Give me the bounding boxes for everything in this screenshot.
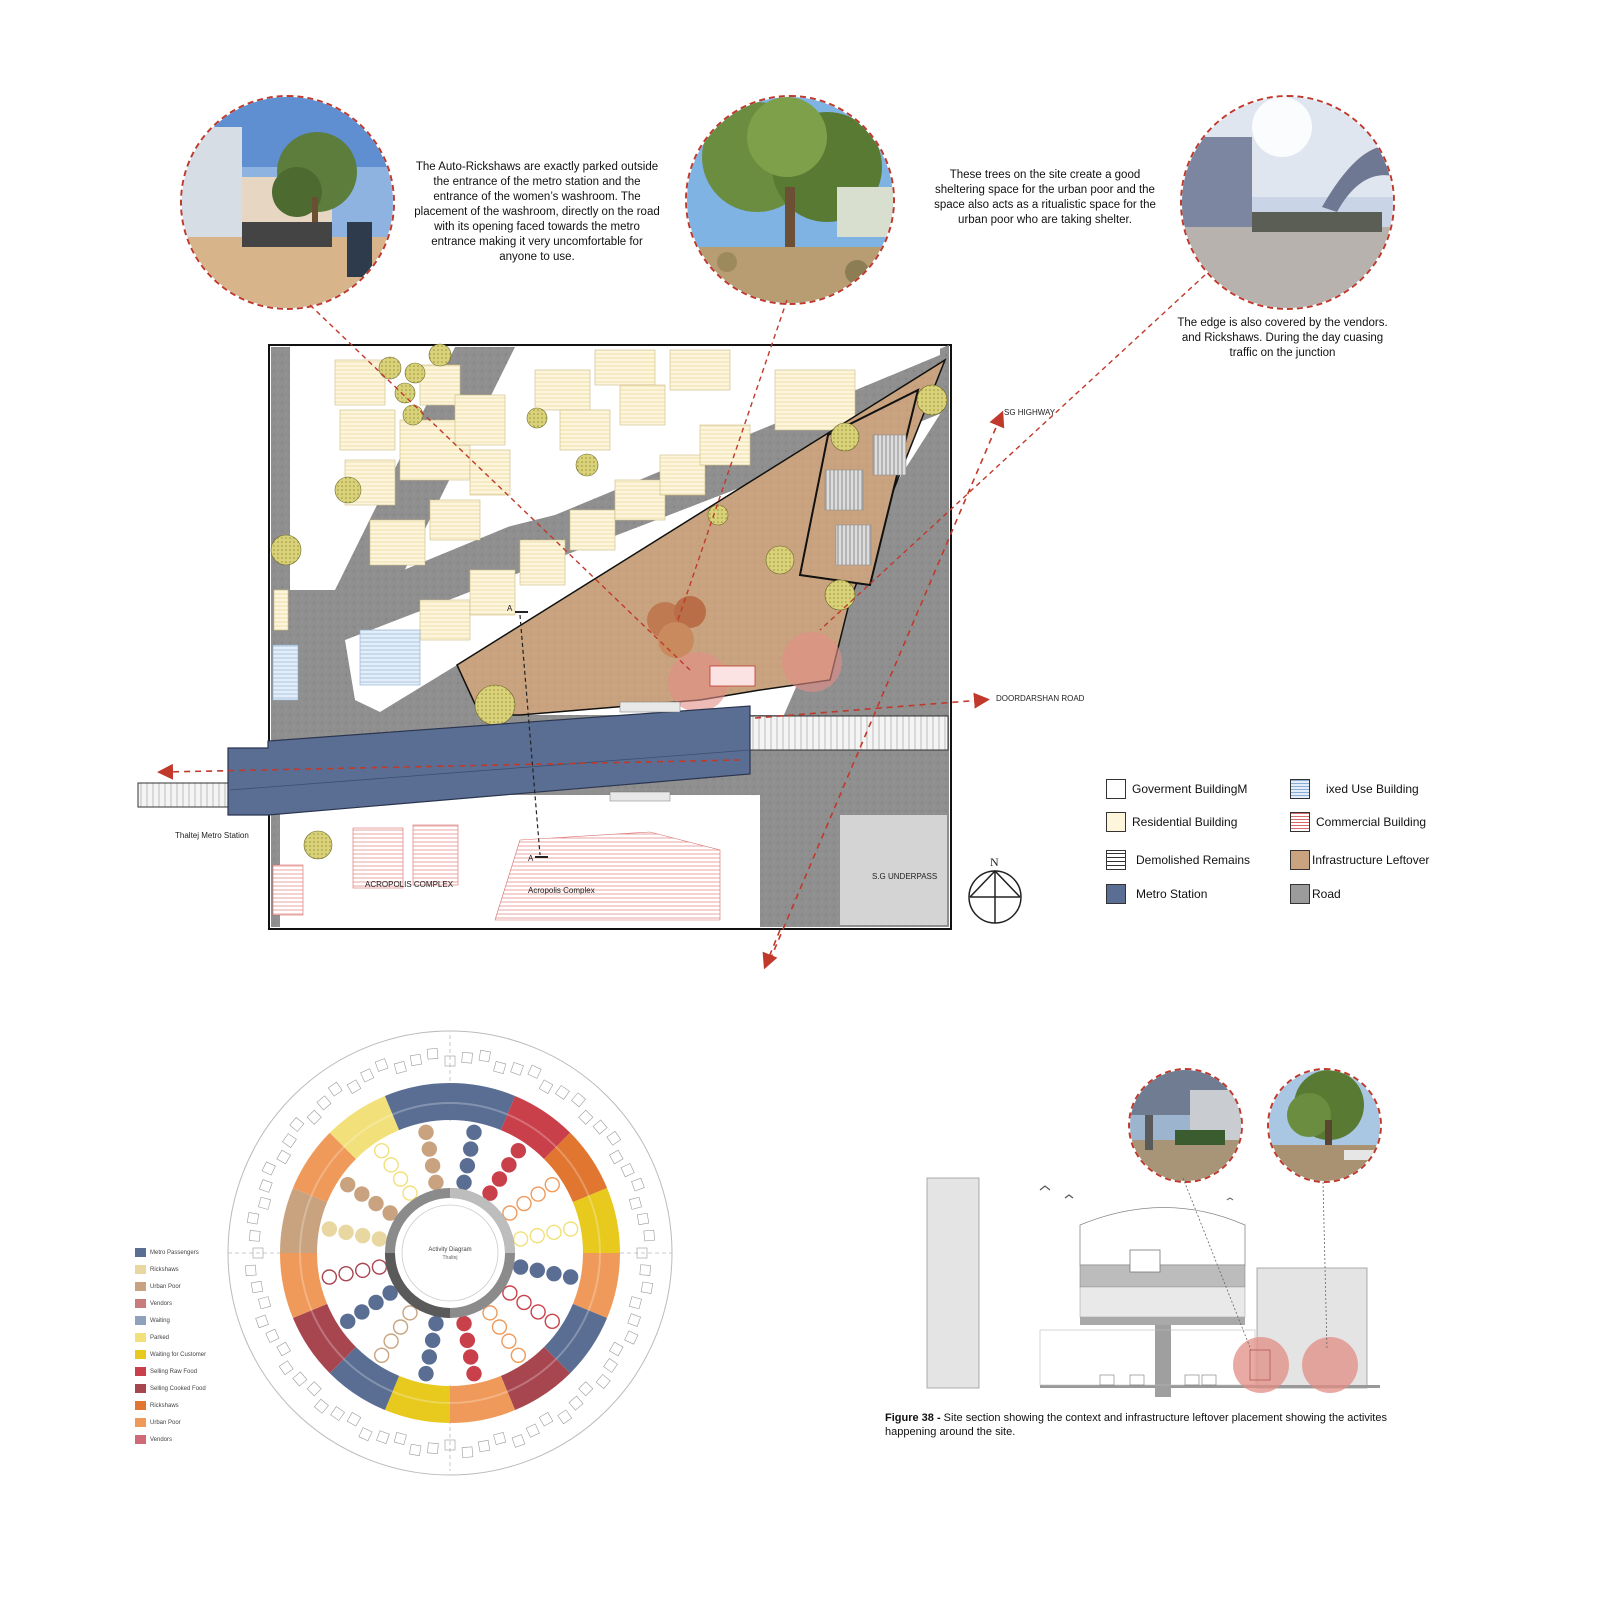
activity-dot (547, 1225, 561, 1239)
activity-dot (372, 1260, 386, 1274)
metro-rail-west (138, 783, 233, 807)
activity-legend-swatch (135, 1435, 146, 1444)
activity-dot (460, 1159, 474, 1173)
activity-legend-swatch (135, 1299, 146, 1308)
activity-dot (464, 1142, 478, 1156)
caption-photo-2: These trees on the site create a good sheltering space for the urban poor and the space also acts as a ritualistic space for the urban poor who are taking shelter. (934, 169, 1156, 226)
activity-center-sub: Thaltej (442, 1255, 458, 1261)
photo-section-metro-image (1130, 1070, 1243, 1183)
site-section (915, 1170, 1395, 1410)
activity-dot (375, 1348, 389, 1362)
legend-mixed-use (1290, 779, 1419, 799)
activity-legend-swatch (135, 1248, 146, 1257)
legend-swatch-metro (1106, 884, 1126, 904)
metro-entrance-south (610, 792, 670, 801)
section-hotspot-washroom (1233, 1337, 1289, 1393)
activity-dot (356, 1229, 370, 1243)
legend-swatch-government (1106, 779, 1126, 799)
activity-dot (483, 1306, 497, 1320)
activity-diagram (220, 1025, 680, 1485)
section-concourse (1080, 1287, 1245, 1317)
label-acropolis-lower: Acropolis Complex (528, 886, 595, 895)
activity-legend-swatch (135, 1316, 146, 1325)
activity-legend-label: Waiting for Customer (150, 1351, 207, 1358)
label-acropolis-upper: ACROPOLIS COMPLEX (365, 880, 454, 889)
section-hotspot-tree (1302, 1337, 1358, 1393)
activity-dot (545, 1178, 559, 1192)
figure-label: Figure 38 - (885, 1412, 941, 1424)
activity-dot (369, 1197, 383, 1211)
activity-dot (429, 1317, 443, 1331)
activity-dot (322, 1222, 336, 1236)
bird-icon (1040, 1186, 1050, 1190)
activity-dot (530, 1229, 544, 1243)
activity-legend-item (135, 1401, 179, 1410)
activity-dot (511, 1144, 525, 1158)
activity-dot (457, 1175, 471, 1189)
activity-dot (429, 1175, 443, 1189)
activity-dot (322, 1270, 336, 1284)
activity-legend-swatch (135, 1350, 146, 1359)
activity-dot (530, 1263, 544, 1277)
label-thaltej-station: Thaltej Metro Station (175, 831, 249, 840)
activity-dot (517, 1197, 531, 1211)
activity-legend-label: Rickshaws (150, 1266, 179, 1273)
demolished-remains-2 (873, 435, 906, 475)
activity-dot (464, 1350, 478, 1364)
legend-label: Infrastructure Leftover (1312, 853, 1430, 867)
activity-legend-swatch (135, 1418, 146, 1427)
figure-text: Site section showing the context and infrastructure leftover placement showing the activites happening around the site. (885, 1412, 1387, 1438)
activity-dot (403, 1306, 417, 1320)
activity-legend-item (135, 1435, 172, 1444)
activity-dot (514, 1260, 528, 1274)
section-pier (1155, 1325, 1171, 1397)
photo-section-tree-image (1269, 1070, 1382, 1183)
activity-dot (375, 1144, 389, 1158)
activity-legend-item (135, 1418, 181, 1427)
activity-dot (531, 1187, 545, 1201)
section-train (1130, 1250, 1160, 1272)
activity-center-title: Activity Diagram (428, 1247, 472, 1253)
activity-dot (502, 1334, 516, 1348)
activity-legend-swatch (135, 1401, 146, 1410)
activity-dot (503, 1206, 517, 1220)
demolished-remains-1 (825, 470, 863, 510)
activity-dot (514, 1232, 528, 1246)
caption-photo-1: The Auto-Rickshaws are exactly parked outside the entrance of the metro station and the entrance of the women’s washroom. The placement of the washroom, directly on the road with its opening faced towards the metro entrance making it very uncomfortable for anyone to use. (414, 161, 660, 263)
legend-swatch-mixed-use (1290, 779, 1310, 799)
legend-road (1290, 884, 1341, 904)
legend-label: Metro Station (1136, 887, 1208, 901)
label-sg-highway: SG HIGHWAY (1004, 408, 1056, 417)
activity-dot (383, 1286, 397, 1300)
activity-legend-label: Urban Poor (150, 1283, 181, 1290)
legend-government (1106, 779, 1247, 799)
activity-dot (511, 1348, 525, 1362)
activity-legend-label: Vendors (150, 1300, 173, 1307)
activity-dot (355, 1305, 369, 1319)
label-doordarshan-road: DOORDARSHAN ROAD (996, 694, 1085, 703)
activity-dot (394, 1320, 408, 1334)
activity-dot (383, 1206, 397, 1220)
activity-legend-label: Vendors (150, 1436, 173, 1443)
activity-dot (419, 1125, 433, 1139)
legend-swatch-commercial (1290, 812, 1310, 832)
photo-section-tree (1267, 1068, 1382, 1183)
activity-dot (339, 1267, 353, 1281)
label-section-a-top: A (507, 604, 513, 613)
label-sg-underpass: S.G UNDERPASS (872, 872, 938, 881)
direction-arrow-south (767, 930, 780, 962)
activity-legend-item (135, 1350, 206, 1359)
legend-label: Goverment BuildingM (1132, 782, 1248, 796)
label-north: N (990, 855, 999, 869)
metro-entrance-north (620, 702, 680, 712)
activity-dot (502, 1158, 516, 1172)
activity-legend-item (135, 1265, 179, 1274)
activity-legend-item (135, 1333, 169, 1342)
activity-dot (419, 1367, 433, 1381)
section-road-level (1040, 1330, 1255, 1385)
activity-legend-label: Metro Passengers (150, 1249, 199, 1256)
activity-dot (422, 1142, 436, 1156)
figure-caption (885, 1411, 1395, 1439)
activity-dot (483, 1186, 497, 1200)
activity-dot (564, 1270, 578, 1284)
mixed-use-building-edge (273, 645, 298, 700)
activity-dot (492, 1320, 506, 1334)
activity-dot (547, 1267, 561, 1281)
activity-legend-swatch (135, 1333, 146, 1342)
activity-legend-swatch (135, 1367, 146, 1376)
north-arrow (969, 871, 1021, 923)
activity-dot (339, 1225, 353, 1239)
activity-dot (384, 1158, 398, 1172)
activity-legend-item (135, 1299, 172, 1308)
activity-dot (426, 1159, 440, 1173)
activity-dot (341, 1314, 355, 1328)
activity-legend-label: Waiting (150, 1317, 170, 1324)
label-section-a-bottom: A (528, 854, 534, 863)
legend-label: Road (1312, 887, 1341, 901)
activity-dot (384, 1334, 398, 1348)
legend-swatch-residential (1106, 812, 1126, 832)
caption-photo-3: The edge is also covered by the vendors. and Rickshaws. During the day cuasing traffic on the junction (1177, 317, 1388, 359)
activity-dot (517, 1295, 531, 1309)
sg-underpass-block (840, 815, 947, 925)
activity-dot (422, 1350, 436, 1364)
bird-icon (1227, 1198, 1233, 1200)
photo-section-metro (1128, 1068, 1243, 1183)
legend-label: ixed Use Building (1326, 782, 1419, 796)
demolished-remains-3 (836, 525, 871, 565)
activity-dot (356, 1263, 370, 1277)
legend-metro (1106, 884, 1207, 904)
activity-legend-swatch (135, 1265, 146, 1274)
activity-dot (457, 1317, 471, 1331)
section-building-west (927, 1178, 979, 1388)
legend-infrastructure (1290, 850, 1429, 870)
washroom (710, 666, 755, 686)
legend-swatch-road (1290, 884, 1310, 904)
legend-label: Commercial Building (1316, 815, 1427, 829)
legend-residential (1106, 812, 1237, 832)
activity-dot (492, 1172, 506, 1186)
activity-legend-item (135, 1384, 206, 1393)
activity-dot (545, 1314, 559, 1328)
activity-legend-item (135, 1367, 197, 1376)
activity-dot (467, 1367, 481, 1381)
legend-label: Residential Building (1132, 815, 1238, 829)
activity-dot (372, 1232, 386, 1246)
activity-legend-label: Rickshaws (150, 1402, 179, 1409)
legend-swatch-demolished (1106, 850, 1126, 870)
section-metro-deck (1080, 1265, 1245, 1287)
metro-rail-east (750, 716, 948, 750)
activity-dot (426, 1333, 440, 1347)
activity-dot (531, 1305, 545, 1319)
section-metro-canopy (1080, 1208, 1245, 1266)
activity-legend-label: Selling Cooked Food (150, 1385, 206, 1392)
activity-dot (564, 1222, 578, 1236)
activity-dot (460, 1333, 474, 1347)
legend-swatch-infrastructure (1290, 850, 1310, 870)
activity-legend-swatch (135, 1282, 146, 1291)
activity-legend-item (135, 1282, 181, 1291)
activity-dot (467, 1125, 481, 1139)
hotspot-vendors (782, 632, 842, 692)
legend-demolished (1106, 850, 1250, 870)
legend-commercial (1290, 812, 1426, 832)
activity-legend-label: Parked (150, 1334, 170, 1341)
activity-dot (503, 1286, 517, 1300)
activity-dot (355, 1187, 369, 1201)
activity-legend-label: Urban Poor (150, 1419, 181, 1426)
mixed-use-building (360, 630, 420, 685)
activity-dot (341, 1178, 355, 1192)
activity-dot (403, 1186, 417, 1200)
activity-dot (369, 1295, 383, 1309)
bird-icon (1065, 1195, 1073, 1198)
activity-legend-swatch (135, 1384, 146, 1393)
activity-dot (394, 1172, 408, 1186)
section-pier-cap (1080, 1317, 1245, 1325)
legend-label: Demolished Remains (1136, 853, 1251, 867)
activity-legend-item (135, 1248, 199, 1257)
activity-legend-item (135, 1316, 170, 1325)
activity-legend-label: Selling Raw Food (150, 1368, 198, 1375)
